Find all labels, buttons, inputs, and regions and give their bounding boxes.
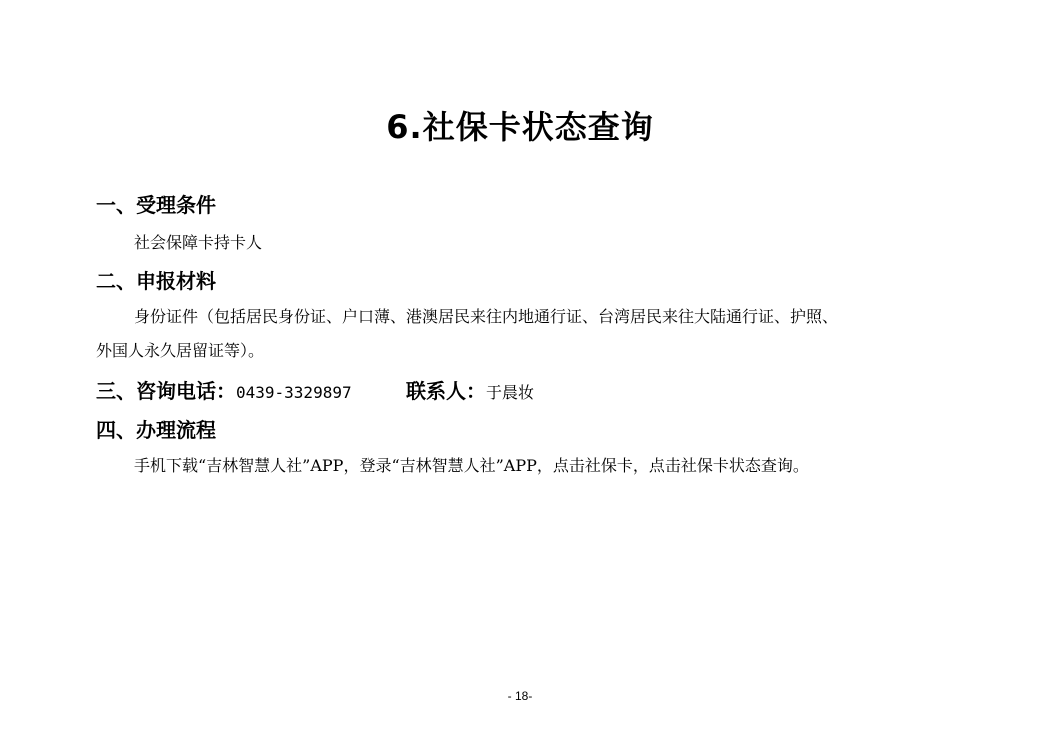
materials-text-line-1: 身份证件（包括居民身份证、户口薄、港澳居民来往内地通行证、台湾居民来往大陆通行证、护照、 xyxy=(134,307,839,326)
section-heading-consultation xyxy=(96,377,352,407)
contact-name: 于晨妆 xyxy=(486,383,535,402)
page-number: - 18- xyxy=(507,689,533,703)
materials-text-line-2: 外国人永久居留证等）。 xyxy=(96,341,265,360)
consultation-phone: 0439-3329897 xyxy=(236,383,352,402)
section-heading-materials: 二、申报材料 xyxy=(96,269,216,293)
contact-label: 联系人： xyxy=(406,379,486,403)
page-title: 6.社保卡状态查询 xyxy=(386,108,654,146)
section-heading-conditions: 一、受理条件 xyxy=(96,193,216,217)
consultation-label: 三、咨询电话： xyxy=(96,379,236,403)
section-heading-process: 四、办理流程 xyxy=(96,418,216,442)
process-text: 手机下载“吉林智慧人社”APP，登录“吉林智慧人社”APP，点击社保卡，点击社保卡状态查询。 xyxy=(134,456,809,475)
conditions-text: 社会保障卡持卡人 xyxy=(134,233,263,252)
contact-person xyxy=(406,377,534,407)
